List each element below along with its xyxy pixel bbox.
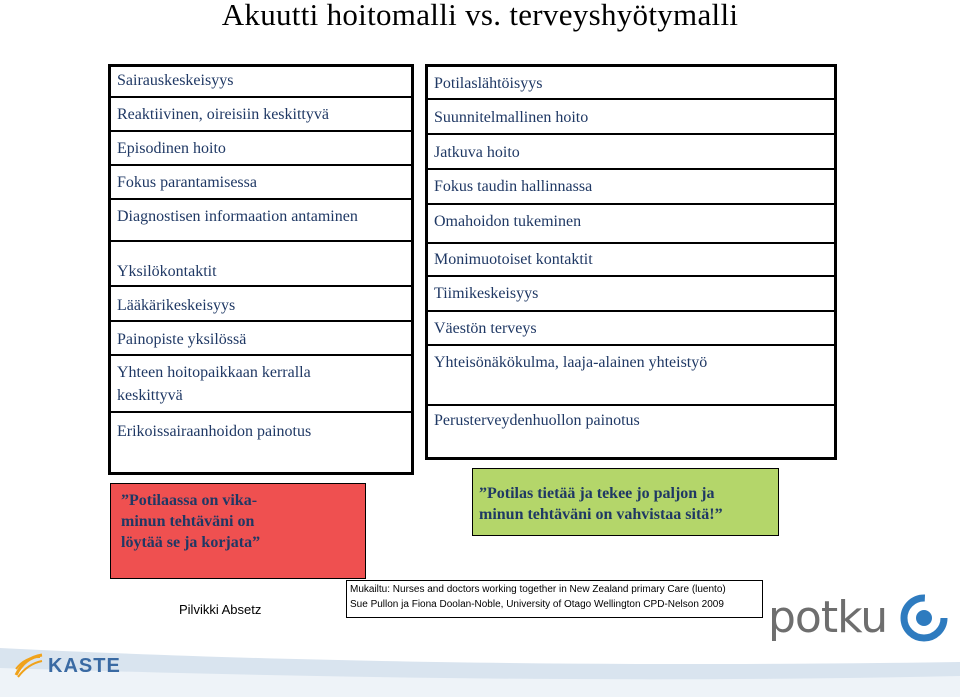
list-item: Jatkuva hoito	[434, 144, 520, 161]
divider	[111, 411, 411, 413]
source-line: Mukailtu: Nurses and doctors working together in New Zealand primary Care (luento)	[350, 584, 726, 595]
divider	[111, 285, 411, 287]
source-citation	[346, 580, 763, 618]
divider	[428, 310, 834, 312]
divider	[111, 198, 411, 200]
divider	[428, 133, 834, 135]
list-item: Fokus parantamisessa	[117, 174, 257, 191]
divider	[428, 168, 834, 170]
list-item: Monimuotoiset kontaktit	[434, 251, 593, 268]
divider	[111, 96, 411, 98]
potku-logo-text: potku	[768, 592, 888, 643]
list-item: keskittyvä	[117, 387, 183, 404]
list-item: Suunnitelmallinen hoito	[434, 109, 589, 126]
quote-line: ”Potilaassa on vika-	[121, 492, 258, 509]
quote-line: löytää se ja korjata”	[121, 534, 261, 551]
quote-line: minun tehtäväni on	[121, 513, 255, 530]
list-item: Diagnostisen informaation antaminen	[117, 208, 358, 225]
source-line: Sue Pullon ja Fiona Doolan-Noble, University of Otago Wellington CPD-Nelson 2009	[350, 599, 724, 610]
author-name: Pilvikki Absetz	[179, 602, 262, 617]
divider	[428, 98, 834, 100]
potku-swirl-icon	[894, 590, 954, 644]
list-item: Reaktiivinen, oireisiin keskittyvä	[117, 106, 329, 123]
divider	[428, 344, 834, 346]
list-item: Yhteen hoitopaikkaan kerralla	[117, 364, 311, 381]
list-item: Sairauskeskeisyys	[117, 72, 234, 89]
list-item: Painopiste yksilössä	[117, 331, 247, 348]
list-item: Omahoidon tukeminen	[434, 213, 582, 230]
list-item: Erikoissairaanhoidon painotus	[117, 423, 312, 440]
list-item: Väestön terveys	[434, 320, 537, 337]
list-item: Tiimikeskeisyys	[434, 285, 539, 302]
quote-line: ”Potilas tietää ja tekee jo paljon ja	[479, 485, 715, 502]
list-item: Yksilökontaktit	[117, 263, 217, 280]
potku-logo	[768, 590, 958, 660]
list-item: Episodinen hoito	[117, 140, 226, 157]
list-item: Perusterveydenhuollon painotus	[434, 412, 640, 429]
acute-model-table	[108, 64, 414, 475]
divider	[428, 242, 834, 244]
divider	[111, 164, 411, 166]
divider	[111, 354, 411, 356]
divider	[111, 320, 411, 322]
health-gain-model-table	[425, 64, 837, 460]
kaste-mark-icon	[14, 653, 44, 679]
divider	[428, 275, 834, 277]
patient-fault-quote	[110, 483, 366, 579]
page-title: Akuutti hoitomalli vs. terveyshyötymalli	[221, 0, 739, 32]
divider	[111, 130, 411, 132]
kaste-logo	[14, 651, 121, 681]
divider	[428, 203, 834, 205]
list-item: Lääkärikeskeisyys	[117, 297, 236, 314]
list-item: Yhteisönäkökulma, laaja-alainen yhteistyö	[434, 354, 708, 371]
kaste-logo-text: KASTE	[48, 655, 121, 677]
patient-knows-quote	[472, 468, 779, 536]
list-item: Potilaslähtöisyys	[434, 75, 543, 92]
list-item: Fokus taudin hallinnassa	[434, 178, 593, 195]
divider	[428, 404, 834, 406]
divider	[111, 240, 411, 242]
quote-line: minun tehtäväni on vahvistaa sitä!”	[479, 506, 723, 523]
